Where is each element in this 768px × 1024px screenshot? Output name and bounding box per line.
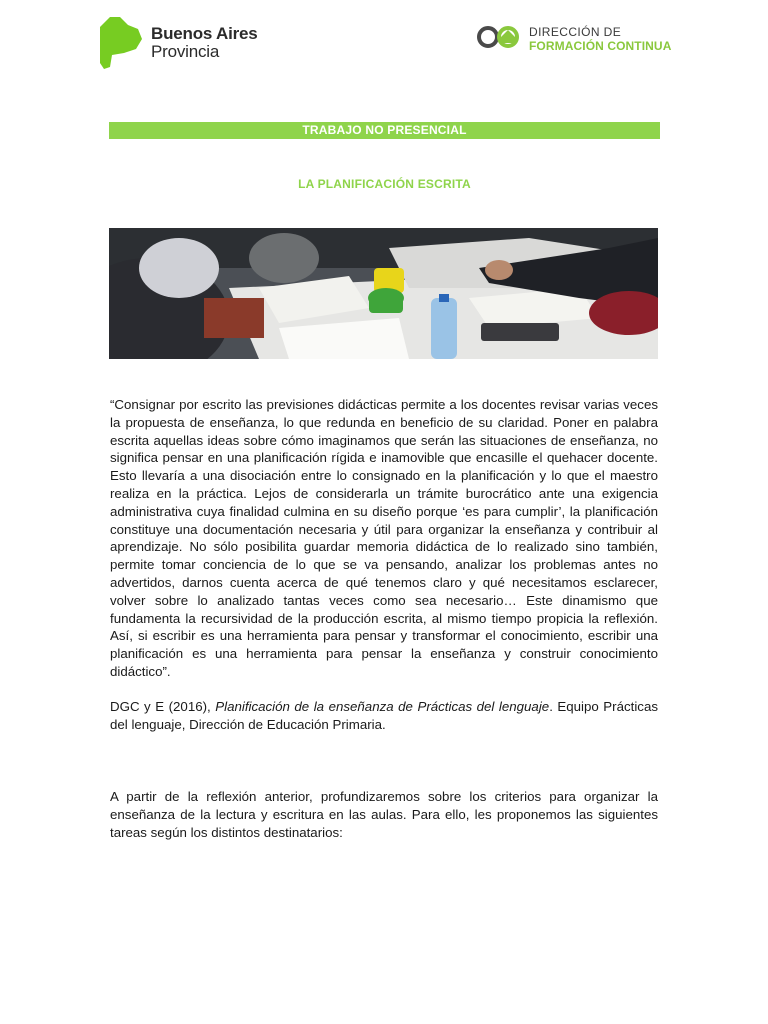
- logo-line-2: Provincia: [151, 42, 220, 61]
- page-subtitle: LA PLANIFICACIÓN ESCRITA: [298, 177, 471, 191]
- section-banner: TRABAJO NO PRESENCIAL: [109, 122, 660, 139]
- teachers-table-photo: [109, 228, 658, 359]
- citation-title: Planificación de la enseñanza de Prácticas del lenguaje: [215, 699, 550, 714]
- quote-paragraph: “Consignar por escrito las previsiones didácticas permite a los docentes revisar varias veces la propuesta de enseñanza, lo que redunda en beneficio de su claridad. Poner en palabra escrita aquellas ideas sobre cómo imaginamos que serán las situaciones de enseñanza, no significa pensar en una planificación rígida e inamovible que encasille el quehacer docente. Esto llevaría a una disociación entre lo consignado en la planificación y lo que el maestro realiza en la práctica. Lejos de considerarla un trámite burocrático ante una exigencia administrativa cuya finalidad culmina en su diseño porque ‘es para cumplir’, la planificación constituye una documentación necesaria y útil para organizar la enseñanza y contribuir al aprendizaje. No sólo posibilita guardar memoria didáctica de lo realizado sino también, permite tomar conciencia de lo que se va pensando, analizar los problemas antes no advertidos, darnos cuenta acerca de qué tenemos claro y qué necesitamos esclarecer, volver sobre lo analizado tantas veces como sea necesario… Este dinamismo que fundamenta la recursividad de la producción escrita, al mismo tiempo propicia la reflexión. Así, si escribir es una herramienta para pensar y transformar el conocimiento, escribir una planificación es una herramienta para pensar la enseñanza y construir conocimiento didáctico”.: [110, 397, 658, 679]
- buenos-aires-provincia-logo: [98, 15, 268, 71]
- citation-paragraph: [110, 698, 658, 734]
- citation-suffix: . Equipo Prácticas del lenguaje, Dirección de Educación Primaria.: [110, 699, 658, 732]
- citation-prefix: DGC y E (2016),: [110, 699, 216, 714]
- logo-line-1: Buenos Aires: [151, 24, 258, 43]
- logo-right-line-1: DIRECCIÓN DE: [529, 25, 622, 39]
- province-map-icon: [98, 15, 144, 71]
- logo-right-line-2: FORMACIÓN CONTINUA: [529, 39, 672, 53]
- infinity-house-icon: [475, 24, 525, 50]
- closing-paragraph: A partir de la reflexión anterior, profundizaremos sobre los criterios para organizar la enseñanza de la lectura y escritura en las aulas. Para ello, les proponemos las siguientes tareas según los distintos destinatarios:: [110, 789, 658, 840]
- formacion-continua-logo: [475, 24, 675, 56]
